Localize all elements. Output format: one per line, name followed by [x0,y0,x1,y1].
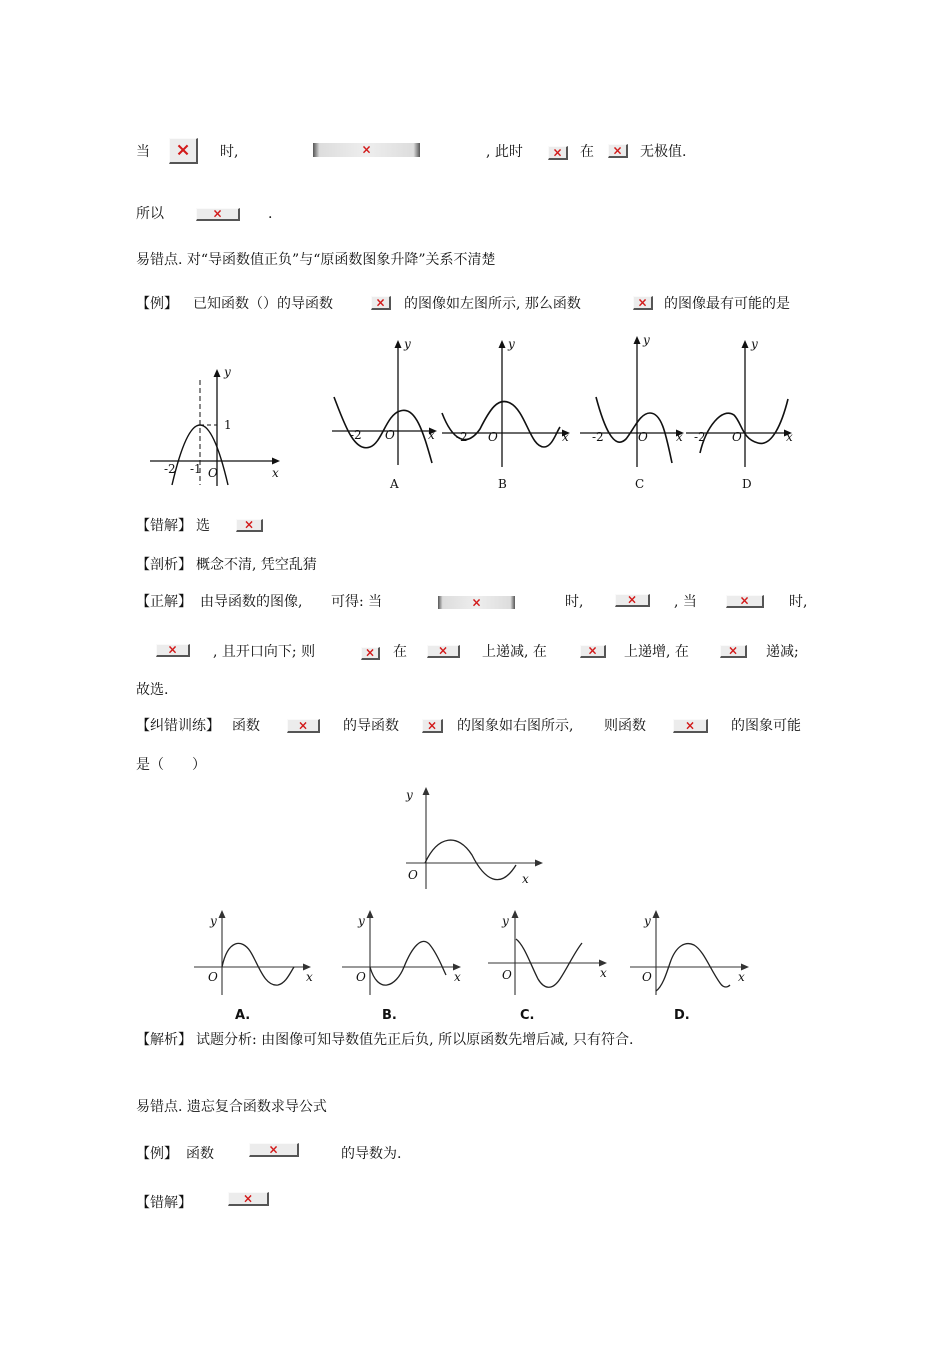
option-graph-a [332,337,437,491]
practice-text-a: 函数 [232,718,260,734]
svg-text:y: y [751,337,758,351]
practice-option-c [488,910,607,1023]
practice-text-b: 的导函数 [343,718,399,734]
svg-text:y: y [406,788,413,802]
practice-label-c: C. [520,1008,535,1023]
wrong-solution-text: 选 [196,518,210,534]
text-dot: . [268,206,273,222]
svg-text:y: y [358,914,365,928]
tick-label-minus2: -2 [164,462,176,476]
formula-image [633,296,653,310]
correct-text-d: , 当 [674,594,697,610]
analysis-tag: 【剖析】 [136,557,192,573]
heading-error-point-1: 易错点. 对“导函数值正负”与“原函数图象升降”关系不清楚 [136,252,496,268]
formula-image [726,595,764,608]
formula-image [580,645,606,658]
svg-text:y: y [502,914,509,928]
axis-x-label: x [272,466,279,480]
example-text-a: 已知函数（）的导函数 [193,296,333,312]
practice-text-f: 是（ ） [136,757,206,773]
formula-image [548,146,568,160]
text-suoyi: 所以 [136,206,164,222]
derivative-graph-figure [150,360,290,490]
correct-text-h: 上递减, 在 [482,644,547,660]
svg-text:x: x [306,970,313,984]
explanation-tag: 【解析】 [136,1032,192,1048]
example-text-b: 的图像如左图所示, 那么函数 [404,296,581,312]
svg-text:O: O [732,430,742,444]
correct-text-e: 时, [789,594,808,610]
practice-label-a: A. [235,1008,251,1023]
practice-label-b: B. [382,1008,397,1023]
svg-text:O: O [208,970,218,984]
formula-image [608,144,628,158]
svg-text:O: O [356,970,366,984]
correct-text-j: 递减; [766,644,799,660]
option-graph-c [580,333,684,491]
wrong-solution-tag: 【错解】 [136,518,192,534]
option-graph-b [442,337,570,491]
svg-text:y: y [210,914,217,928]
formula-image [156,644,190,657]
formula-image [422,719,443,733]
practice-label-d: D. [674,1008,690,1023]
option-label-b: B [498,477,507,491]
practice-option-d [630,910,749,1023]
svg-text:-2: -2 [350,428,362,442]
analysis-text: 概念不清, 凭空乱猜 [196,557,317,573]
svg-text:y: y [644,914,651,928]
option-label-c: C [635,477,645,491]
svg-text:O: O [502,968,512,982]
formula-image [313,143,420,157]
heading-error-point-2: 易错点. 遗忘复合函数求导公式 [136,1099,327,1115]
option-label-d: D [742,477,752,491]
correct-text-f: , 且开口向下; 则 [213,644,316,660]
formula-image [169,138,198,164]
svg-text:x: x [786,430,793,444]
practice-text-c: 的图象如右图所示, [457,718,574,734]
tick-label-1: 1 [224,418,232,432]
svg-text:x: x [428,428,435,442]
text-shi: 时, [220,144,239,160]
svg-text:y: y [643,333,650,347]
svg-text:x: x [600,966,607,980]
formula-image [228,1192,269,1206]
option-graph-d [686,337,793,491]
correct-text-a: 由导函数的图像, [200,594,303,610]
formula-image [196,208,240,221]
practice-option-b [342,910,461,1023]
correct-solution-tag: 【正解】 [136,594,192,610]
formula-image [673,719,708,733]
svg-text:O: O [408,868,418,882]
formula-image [438,596,515,609]
axis-y-label: y [224,365,231,379]
explanation-text: 试题分析: 由图像可知导数值先正后负, 所以原函数先增后减, 只有符合. [196,1032,634,1048]
practice-tag: 【纠错训练】 [136,718,220,734]
formula-image [615,594,650,607]
text-cishi: , 此时 [486,144,523,160]
text-wujizhi: 无极值. [640,144,687,160]
origin-label: O [208,466,218,480]
correct-text-i: 上递增, 在 [624,644,689,660]
wrong-solution2-tag: 【错解】 [136,1195,192,1211]
correct-text-k: 故选. [136,682,169,698]
svg-text:x: x [562,430,569,444]
practice-option-graphs [190,905,760,1030]
example2-text-a: 函数 [186,1146,214,1162]
example-text-c: 的图像最有可能的是 [664,296,790,312]
formula-image [249,1143,299,1157]
formula-image [361,647,380,660]
svg-text:x: x [522,872,529,886]
example2-tag: 【例】 [136,1146,178,1162]
text-dang: 当 [136,144,150,160]
correct-text-c: 时, [565,594,584,610]
svg-text:-2: -2 [592,430,604,444]
practice-derivative-figure [400,783,550,893]
practice-text-d: 则函数 [604,718,646,734]
formula-image [427,645,460,658]
svg-text:y: y [508,337,515,351]
example2-text-b: 的导数为. [341,1146,402,1162]
svg-text:O: O [488,430,498,444]
svg-text:x: x [676,430,683,444]
practice-option-a [194,910,313,1023]
svg-text:y: y [404,337,411,351]
tick-label-minus1: -1 [190,462,202,476]
svg-text:x: x [454,970,461,984]
correct-text-b: 可得: 当 [331,594,383,610]
text-zai: 在 [580,144,594,160]
svg-text:O: O [638,430,648,444]
svg-text:-2: -2 [694,430,706,444]
formula-image [236,519,263,532]
svg-text:O: O [642,970,652,984]
practice-text-e: 的图象可能 [731,718,801,734]
correct-text-g: 在 [393,644,407,660]
option-graphs-figure [330,335,800,495]
svg-text:x: x [738,970,745,984]
example-tag: 【例】 [136,296,178,312]
formula-image [287,719,320,733]
formula-image [720,645,747,658]
option-label-a: A [390,477,399,491]
svg-text:-2: -2 [456,430,468,444]
formula-image [371,296,391,310]
svg-text:O: O [385,428,395,442]
